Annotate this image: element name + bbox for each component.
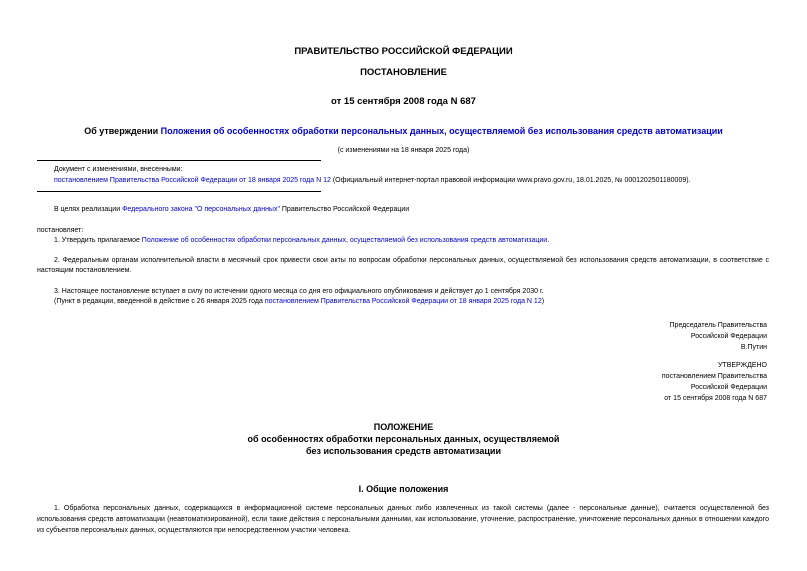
preamble <box>54 205 409 215</box>
signature-block <box>670 320 767 353</box>
amendments-source: (Официальный интернет-портал правовой информации www.pravo.gov.ru, 18.01.2025, № 0001202501180009). <box>330 177 691 184</box>
federal-law-link[interactable]: Федерального закона "О персональных данных" <box>122 206 280 213</box>
preamble-suffix: Правительство Российской Федерации <box>279 206 410 213</box>
regulation-link[interactable]: Положение об особенностях обработки персональных данных, осуществляемой без использования средств автоматизации <box>141 237 548 244</box>
item-3-note-link[interactable]: постановлением Правительства Российской Федерации от 18 января 2025 года N 12 <box>264 298 542 305</box>
item-3-note-suffix: ) <box>541 298 545 305</box>
signature-name: В.Путин <box>740 344 767 351</box>
title-regulation-link[interactable]: Положения об особенностях обработки персональных данных, осуществляемой без использования средств автоматизации <box>160 126 723 136</box>
item-2: 2. Федеральным органам исполнительной власти в месячный срок привести свои акты по вопросам обработки персональных данных, осуществляемой без использования средств автоматизации, в соответствие с настоящим постановлением. <box>37 257 769 274</box>
approval-block <box>662 360 767 404</box>
document-type: ПОСТАНОВЛЕНИЕ <box>360 67 447 78</box>
signature-line-2: Российской Федерации <box>690 333 767 340</box>
changes-note: (с изменениями на 18 января 2025 года) <box>337 147 470 154</box>
amendments-info <box>54 176 774 186</box>
regulation-title <box>0 421 807 457</box>
amendments-link[interactable]: постановлением Правительства Российской Федерации от 18 января 2025 года N 12 <box>54 177 331 184</box>
regulation-paragraph-1: 1. Обработка персональных данных, содержащихся в информационной системе персональных данных либо извлеченных из такой системы (далее - персональные данные), считается осуществленной без использования средств автоматизации (неавтоматизированной), если такие действия с персональными данными, как использование, уточнение, распространение, уничтожение персональных данных в отношении каждого из субъектов персональных данных, осуществляются при непосредственном участии человека. <box>37 505 769 534</box>
document-title <box>0 126 807 136</box>
approval-line-4: от 15 сентября 2008 года N 687 <box>664 395 767 402</box>
item-3: 3. Настоящее постановление вступает в силу по истечении одного месяца со дня его официального опубликования и действует до 1 сентября 2030 г. <box>54 288 544 295</box>
section-heading: I. Общие положения <box>358 484 449 494</box>
item-1-prefix: 1. Утвердить прилагаемое <box>54 237 142 244</box>
approval-line-3: Российской Федерации <box>690 384 767 391</box>
regulation-title-3: без использования средств автоматизации <box>305 446 501 456</box>
preamble-prefix: В целях реализации <box>54 206 123 213</box>
approval-line-2: постановлением Правительства <box>661 373 767 380</box>
item-3-note <box>54 297 769 307</box>
regulation-title-2: об особенностях обработки персональных данных, осуществляемой <box>247 434 560 444</box>
government-heading: ПРАВИТЕЛЬСТВО РОССИЙСКОЙ ФЕДЕРАЦИИ <box>294 46 513 57</box>
signature-line-1: Председатель Правительства <box>669 322 767 329</box>
regulation-title-1: ПОЛОЖЕНИЕ <box>373 422 434 432</box>
approval-line-1: УТВЕРЖДЕНО <box>717 362 767 369</box>
decree-word: постановляет: <box>37 227 84 234</box>
item-1-suffix: . <box>547 237 550 244</box>
divider-top <box>37 160 321 161</box>
title-prefix: Об утверждении <box>84 126 161 136</box>
amendments-label: Документ с изменениями, внесенными: <box>54 166 183 173</box>
item-3-note-prefix: (Пункт в редакции, введенной в действие с 26 января 2025 года <box>54 298 265 305</box>
divider-bottom <box>37 191 321 192</box>
item-1 <box>54 236 774 246</box>
document-date: от 15 сентября 2008 года N 687 <box>331 96 476 107</box>
